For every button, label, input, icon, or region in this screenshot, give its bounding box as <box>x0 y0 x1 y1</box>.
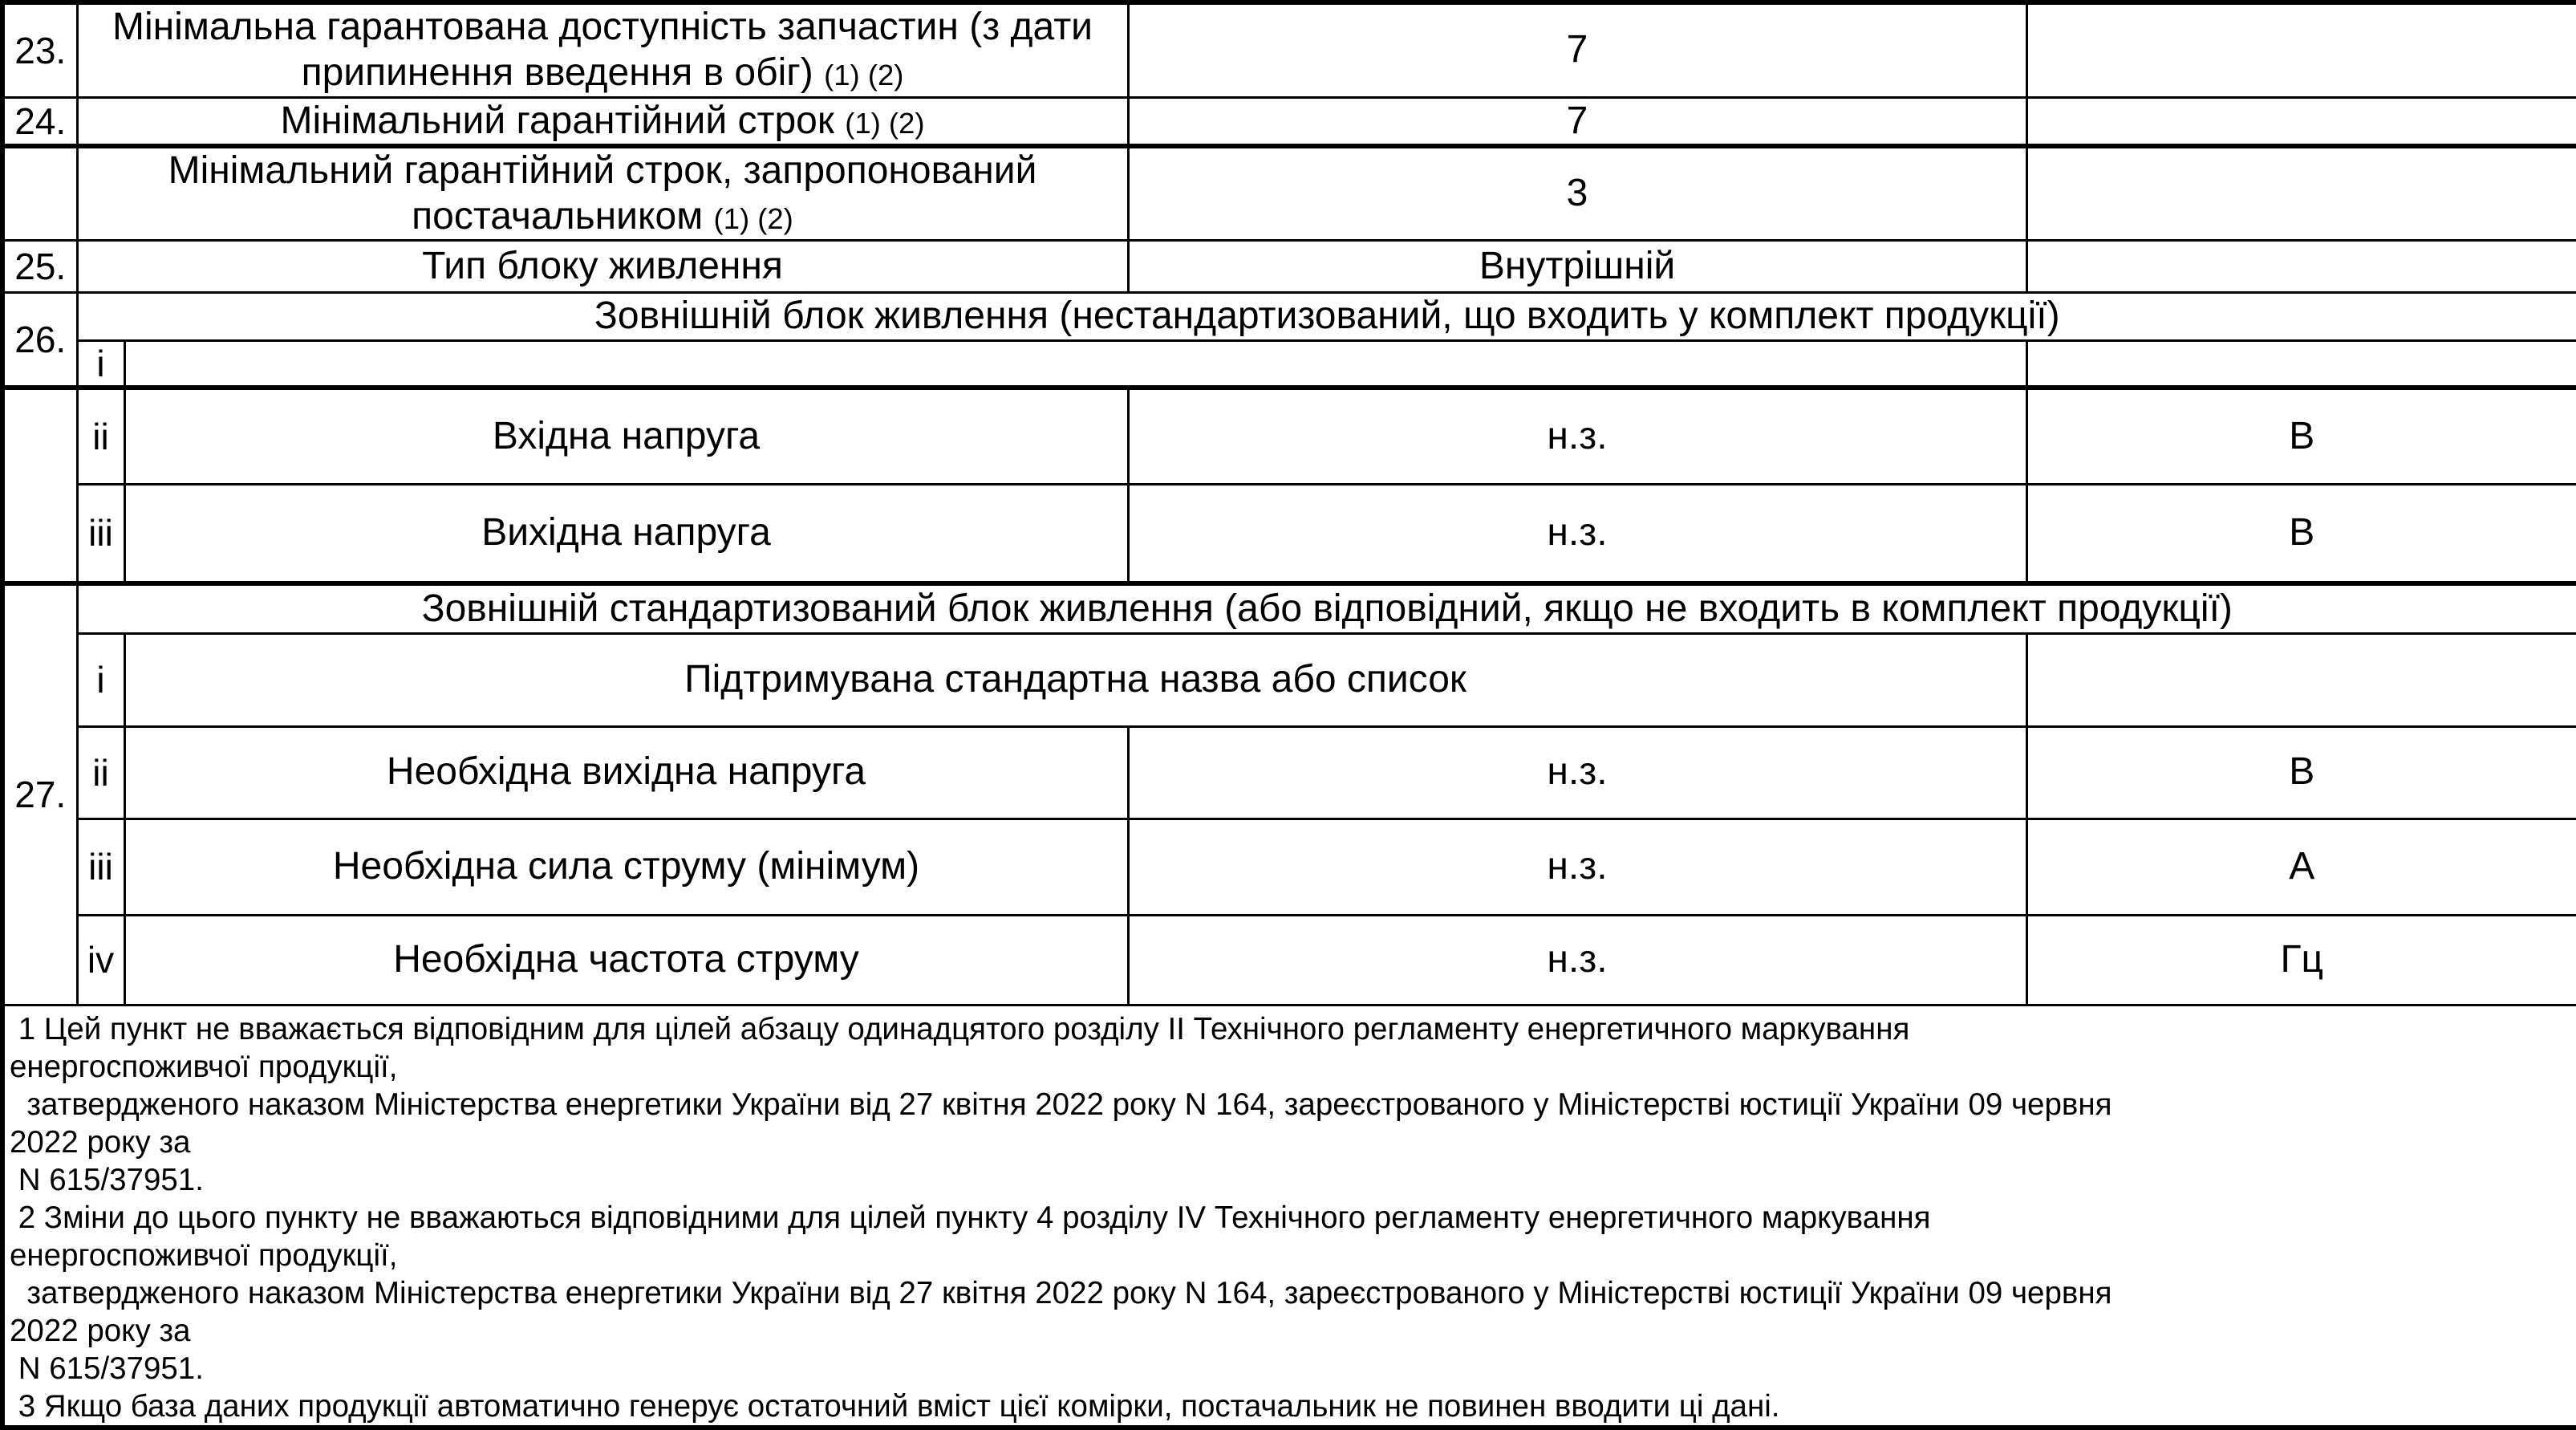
row-27-i-label: Підтримувана стандартна назва або список <box>124 633 2026 726</box>
footnotes-cell <box>2 1005 2576 1428</box>
table-row <box>2 484 2576 583</box>
table-row <box>2 633 2576 726</box>
row-supplier-number <box>2 146 77 241</box>
row-24-value: 7 <box>1128 97 2026 146</box>
footnote-line: 2022 року за <box>10 1124 191 1160</box>
section-27-header: Зовнішній стандартизований блок живлення (або відповідний, якщо не входить в комплект продукції) <box>77 583 2576 633</box>
footnote-line: N 615/37951. <box>10 1351 204 1386</box>
footnote-line: 1 Цей пункт не вважається відповідним для цілей абзацу одинадцятого розділу II Технічного регламенту енергетичного маркування <box>10 1011 1910 1046</box>
table-row <box>2 2 2576 97</box>
table-row <box>2 341 2576 388</box>
row-27-iii-value: н.з. <box>1128 819 2026 915</box>
row-27-i-index: i <box>77 633 124 726</box>
row-23-unit <box>2026 2 2576 97</box>
footnote-line: затвердженого наказом Міністерства енергетики України від 27 квітня 2022 року N 164, зареєстрованого у Міністерстві юстиції України 09 червня <box>10 1275 2112 1310</box>
row-supplier-value: 3 <box>1128 146 2026 241</box>
row-27-number: 27. <box>2 583 77 1005</box>
row-26-iii-index: iii <box>77 484 124 583</box>
footnote-line: 3 Якщо база даних продукції автоматично генерує остаточний вміст цієї комірки, постачальник не повинен вводити ці дані. <box>10 1388 1780 1424</box>
row-23-value: 7 <box>1128 2 2026 97</box>
row-23-number: 23. <box>2 2 77 97</box>
table-row <box>2 388 2576 484</box>
table-row <box>2 583 2576 633</box>
table-row <box>2 1005 2576 1428</box>
row-27-iii-index: iii <box>77 819 124 915</box>
row-27-iv-index: iv <box>77 915 124 1005</box>
row-25-value: Внутрішній <box>1128 241 2026 293</box>
row-26-iii-value: н.з. <box>1128 484 2026 583</box>
row-27-iv-label: Необхідна частота струму <box>124 915 1128 1005</box>
row-supplier-footnote-refs: (1) (2) <box>713 201 793 235</box>
row-26-ii-value: н.з. <box>1128 388 2026 484</box>
footnote-line: N 615/37951. <box>10 1162 204 1197</box>
table-row <box>2 726 2576 819</box>
row-27-iv-unit: Гц <box>2026 915 2576 1005</box>
footnote-line: енергоспоживчої продукції, <box>10 1237 398 1273</box>
footnote-line: 2022 року за <box>10 1313 191 1348</box>
row-supplier-unit <box>2026 146 2576 241</box>
row-24-label-text: Мінімальний гарантійний строк <box>280 99 834 142</box>
row-26-iii-unit: В <box>2026 484 2576 583</box>
row-24-footnote-refs: (1) (2) <box>845 106 925 140</box>
row-25-label <box>77 241 1128 293</box>
table-row <box>2 819 2576 915</box>
table-row <box>2 97 2576 146</box>
footnote-line: затвердженого наказом Міністерства енергетики України від 27 квітня 2022 року N 164, зареєстрованого у Міністерстві юстиції України 09 червня <box>10 1087 2112 1122</box>
table-row <box>2 293 2576 341</box>
footnote-line: 2 Зміни до цього пункту не вважаються відповідними для цілей пункту 4 розділу IV Технічного регламенту енергетичного маркування <box>10 1200 1931 1235</box>
row-25-label-text: Тип блоку живлення <box>422 245 783 288</box>
footnote-line: енергоспоживчої продукції, <box>10 1049 398 1084</box>
row-27-iii-unit: А <box>2026 819 2576 915</box>
row-26-ii-unit: В <box>2026 388 2576 484</box>
row-23-label-text: Мінімальна гарантована доступність запчастин (з дати припинення введення в обіг) <box>112 6 1093 94</box>
row-27-ii-label: Необхідна вихідна напруга <box>124 726 1128 819</box>
row-27-ii-index: ii <box>77 726 124 819</box>
row-27-i-unit <box>2026 633 2576 726</box>
row-26-iii-label: Вихідна напруга <box>124 484 1128 583</box>
row-26-ii-index: ii <box>77 388 124 484</box>
row-26-i-label <box>124 341 2026 388</box>
row-26-i-unit <box>2026 341 2576 388</box>
row-supplier-label-text: Мінімальний гарантійний строк, запропонований постачальником <box>168 149 1037 238</box>
row-27-ii-value: н.з. <box>1128 726 2026 819</box>
row-27-ii-unit: В <box>2026 726 2576 819</box>
row-26-i-index: i <box>77 341 124 388</box>
row-25-number: 25. <box>2 241 77 293</box>
row-supplier-label <box>77 146 1128 241</box>
row-26-ii-label: Вхідна напруга <box>124 388 1128 484</box>
row-24-label <box>77 97 1128 146</box>
row-26-sub-number-empty <box>2 388 77 583</box>
table-row <box>2 241 2576 293</box>
table-row <box>2 146 2576 241</box>
row-24-number: 24. <box>2 97 77 146</box>
row-24-unit <box>2026 97 2576 146</box>
table-row <box>2 915 2576 1005</box>
row-23-footnote-refs: (1) (2) <box>824 58 904 91</box>
row-25-unit <box>2026 241 2576 293</box>
row-26-number: 26. <box>2 293 77 388</box>
section-26-header: Зовнішній блок живлення (нестандартизований, що входить у комплект продукції) <box>77 293 2576 341</box>
row-27-iv-value: н.з. <box>1128 915 2026 1005</box>
row-23-label <box>77 2 1128 97</box>
row-27-iii-label: Необхідна сила струму (мінімум) <box>124 819 1128 915</box>
